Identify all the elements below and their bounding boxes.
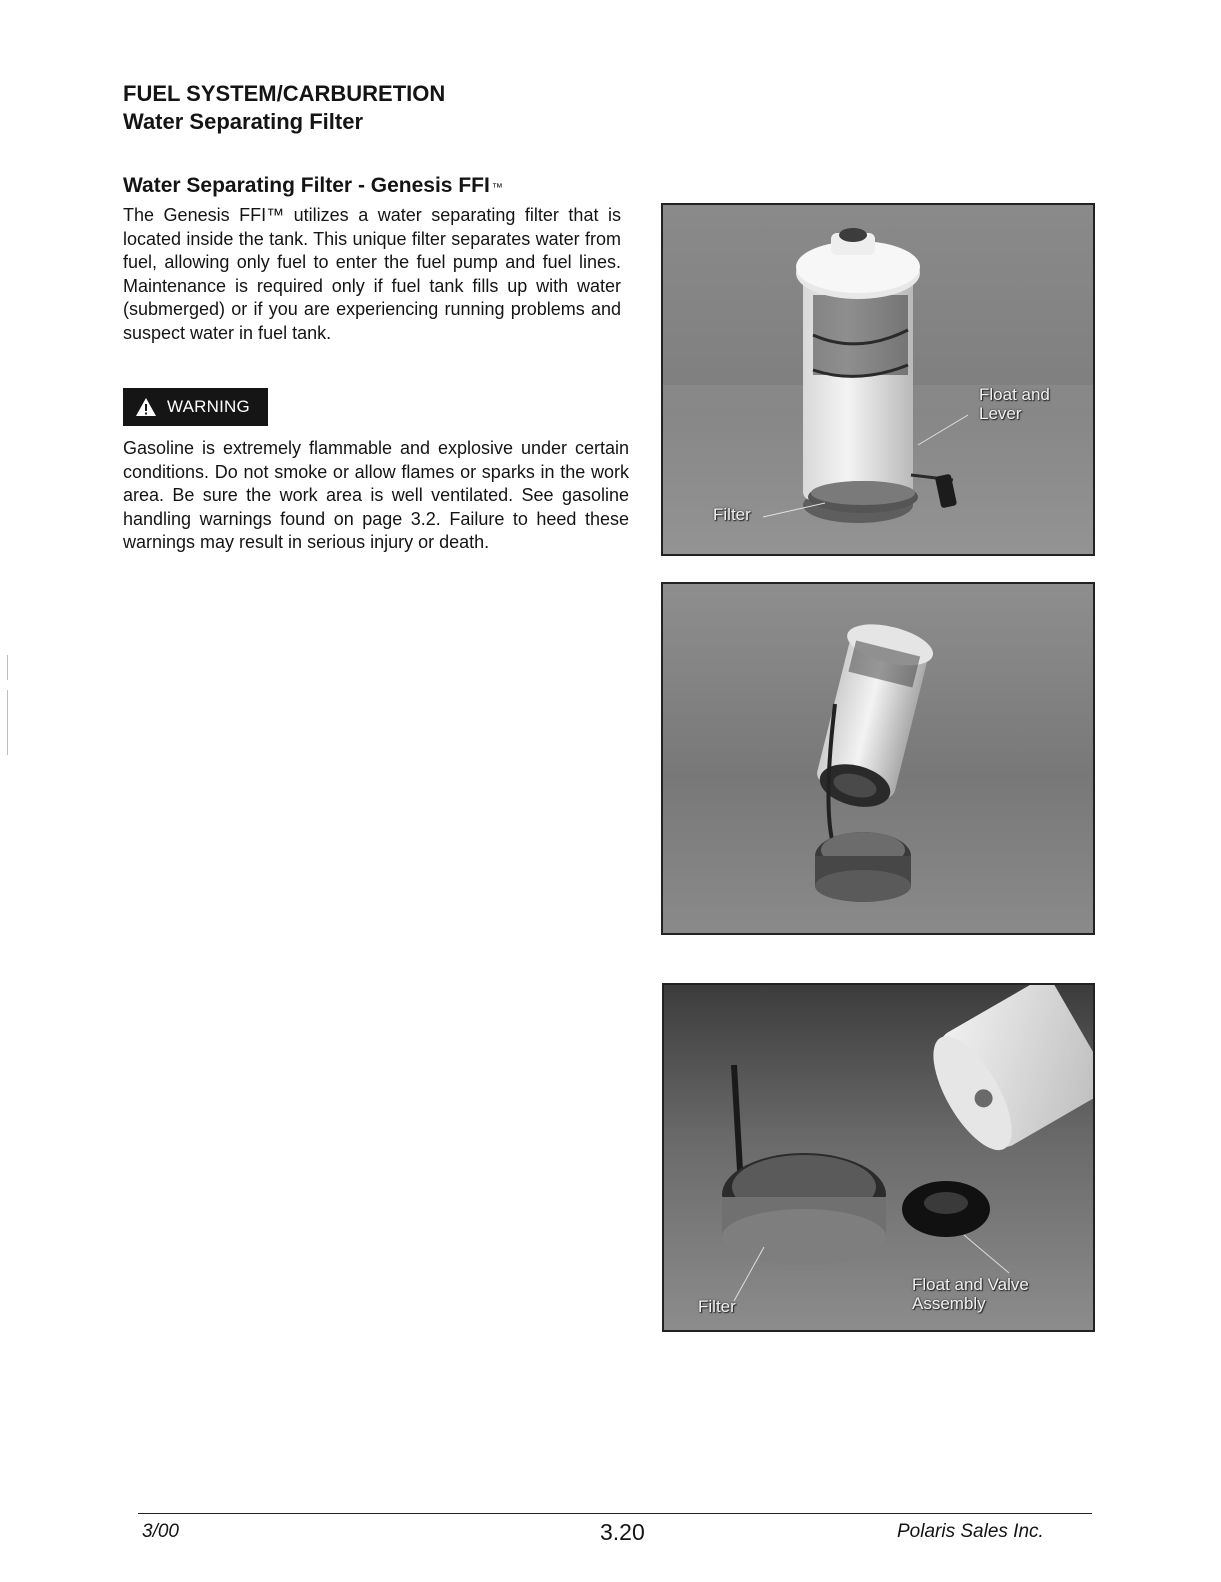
label-float-valve-assembly: Float and Valve Assembly: [912, 1275, 1029, 1313]
photo-filter-float-valve: [662, 983, 1095, 1332]
trademark-symbol: ™: [491, 182, 503, 194]
footer-date: 3/00: [142, 1521, 179, 1542]
subsection-title: Water Separating Filter: [123, 109, 364, 134]
warning-label: WARNING: [167, 397, 250, 416]
label-filter-2: Filter: [698, 1297, 736, 1316]
footer-rule: [138, 1513, 1092, 1514]
label-filter-1: Filter: [713, 505, 751, 524]
pump-filter-removed-image: [663, 584, 1093, 933]
footer-company: Polaris Sales Inc.: [897, 1521, 1044, 1542]
photo-pump-filter-removed: [661, 582, 1095, 935]
warning-triangle-icon: [135, 396, 157, 418]
intro-paragraph: The Genesis FFI™ utilizes a water separating filter that is located inside the tank. This unique filter separates water from fuel, allowing only fuel to enter the fuel pump and fuel lines. Maintenance is required only if fuel tank fills up with water (submerged) or if you are experiencing running problems and suspect water in fuel tank.: [123, 205, 621, 343]
page-number: 3.20: [600, 1519, 645, 1545]
topic-heading: [123, 172, 503, 200]
topic-title: Water Separating Filter - Genesis FFI: [123, 174, 490, 197]
label-float-lever: Float and Lever: [979, 385, 1050, 423]
margin-mark-2: [7, 690, 8, 755]
section-title: FUEL SYSTEM/CARBURETION: [123, 81, 446, 106]
photo-pump-upright: [661, 203, 1095, 556]
warning-paragraph: Gasoline is extremely flammable and explosive under certain conditions. Do not smoke or allow flames or sparks in the work area. Be sure the work area is well ventilated. See gasoline handling warnings found on page 3.2. Failure to heed these warnings may result in serious injury or death.: [123, 438, 629, 552]
warning-badge: [123, 388, 268, 426]
margin-mark-1: [7, 655, 8, 680]
pump-upright-image: [663, 205, 1093, 554]
